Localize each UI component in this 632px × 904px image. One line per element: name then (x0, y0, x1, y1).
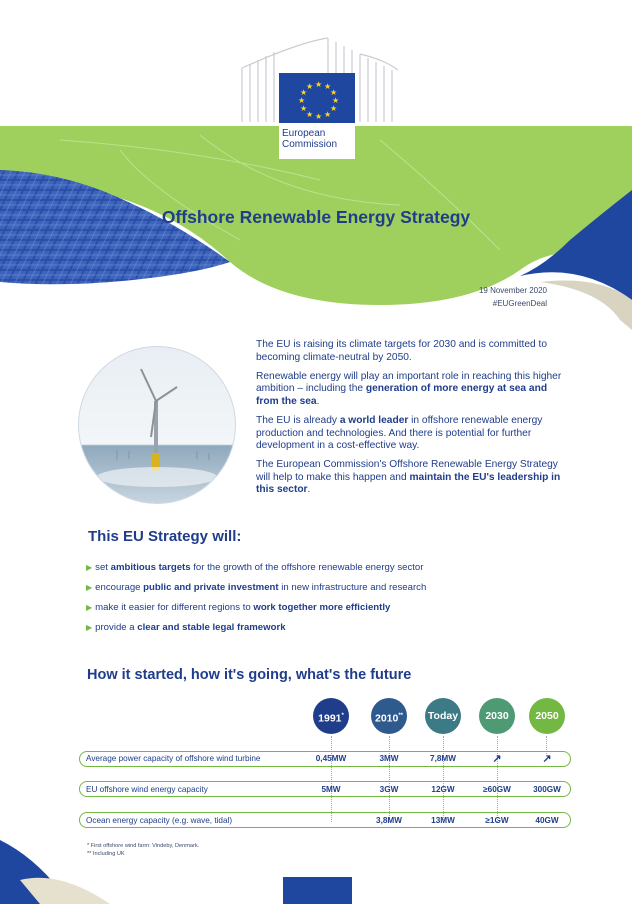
row-value: 40GW (535, 816, 559, 825)
row-label: Ocean energy capacity (e.g. wave, tidal) (86, 816, 233, 825)
year-circle-2010 (371, 698, 407, 734)
row-value: ≥1GW (485, 816, 509, 825)
intro-paragraph-2 (256, 371, 562, 409)
arrow-up-right-icon: ↗ (492, 753, 502, 765)
svg-text:★: ★ (324, 110, 332, 119)
triangle-bullet-icon: ▶ (86, 563, 93, 572)
row-value: ≥60GW (483, 785, 511, 794)
column-guide (331, 736, 332, 822)
year-label: 2030 (485, 710, 509, 722)
svg-text:★: ★ (298, 96, 306, 105)
column-guide (443, 736, 444, 822)
intro-paragraph-3 (256, 415, 562, 453)
svg-text:★: ★ (306, 82, 314, 91)
row-value: 7,8MW (430, 754, 456, 763)
svg-text:★: ★ (332, 96, 340, 105)
text-run: set (95, 562, 111, 573)
text-run: provide a (95, 622, 138, 633)
european-commission-logo (279, 73, 355, 159)
publication-date: 19 November 2020 (478, 286, 547, 295)
row-label: EU offshore wind energy capacity (86, 785, 208, 794)
highlight-text: work together more efficiently (253, 602, 391, 613)
triangle-bullet-icon: ▶ (86, 603, 93, 612)
intro-paragraph-4 (256, 459, 562, 497)
logo-wordmark (282, 128, 337, 150)
bottom-tab (283, 877, 352, 904)
text-run: for the growth of the offshore renewable energy sector (190, 562, 424, 573)
text-run: . (316, 395, 320, 407)
row-value: 0,45MW (315, 754, 347, 763)
svg-text:★: ★ (306, 110, 314, 119)
triangle-bullet-icon: ▶ (86, 583, 93, 592)
svg-text:★: ★ (330, 88, 338, 97)
svg-text:★: ★ (330, 104, 338, 113)
text-run: encourage (95, 582, 144, 593)
highlight-text: generation of more energy at sea and from the sea (256, 383, 548, 407)
svg-text:★: ★ (324, 82, 332, 91)
logo-line-1: European (282, 128, 326, 139)
svg-text:★: ★ (315, 80, 323, 89)
row-value: 13MW (431, 816, 455, 825)
logo-line-2: Commission (282, 139, 338, 150)
timeline-heading: How it started, how it's going, what's the future (87, 667, 412, 683)
row-label: Average power capacity of offshore wind turbine (86, 754, 261, 763)
intro-text (256, 339, 562, 504)
row-value: 5MW (321, 785, 341, 794)
highlight-text: a world leader (339, 414, 409, 426)
strategy-item (86, 602, 390, 613)
highlight-text: maintain the EU's leadership in this sector (256, 471, 561, 496)
text-run: make it easier for different regions to (95, 602, 254, 613)
arrow-up-right-icon: ↗ (542, 753, 552, 765)
text-run: Renewable energy will play an important role in reaching this higher ambition – including the (256, 370, 562, 395)
column-guide (389, 736, 390, 822)
text-run: . (307, 484, 311, 496)
year-circle-2050 (529, 698, 565, 734)
highlight-text: public and private investment (143, 582, 279, 593)
footnote-mark: * (341, 713, 344, 719)
column-guide (497, 736, 498, 822)
year-circle-2030 (479, 698, 515, 734)
text-run: in offshore renewable energy production and technologies. And there is potential for further development in a cost-effective way. (256, 414, 543, 452)
year-label: 2050 (535, 710, 559, 722)
svg-text:★: ★ (315, 112, 323, 121)
footnote-mark: ** (398, 713, 404, 719)
year-circle-today (425, 698, 461, 734)
text-run: The European Commission's Offshore Renewable Energy Strategy will help to make this happen and (256, 459, 558, 483)
row-value: 300GW (533, 785, 561, 794)
text-run: in new infrastructure and research (278, 582, 427, 593)
date-block (479, 284, 547, 310)
footnote-2: ** Including UK (87, 851, 125, 857)
strategy-heading: This EU Strategy will: (88, 528, 242, 545)
row-value: 3GW (379, 785, 399, 794)
wind-turbine-image (77, 345, 237, 505)
year-label: 1991 (318, 712, 342, 725)
strategy-item (86, 582, 426, 593)
row-value: 12GW (431, 785, 455, 794)
year-label: 2010 (374, 712, 399, 725)
year-circle-1991 (313, 698, 349, 734)
strategy-item (86, 622, 286, 633)
text-run: The EU is already (256, 414, 340, 426)
year-label: Today (427, 710, 459, 722)
footnote-1: * First offshore wind farm: Vindeby, Denmark. (87, 843, 200, 849)
svg-text:★: ★ (300, 104, 308, 113)
highlight-text: ambitious targets (110, 562, 191, 573)
svg-text:★: ★ (300, 88, 308, 97)
strategy-item (86, 562, 423, 573)
hashtag: #EUGreenDeal (492, 299, 547, 308)
page-title: Offshore Renewable Energy Strategy (161, 207, 471, 227)
row-value: 3MW (379, 754, 399, 763)
intro-paragraph-1: The EU is raising its climate targets for 2030 and is committed to becoming climate-neutral by 2050. (256, 339, 548, 363)
row-value: 3,8MW (376, 816, 402, 825)
highlight-text: clear and stable legal framework (137, 622, 286, 633)
triangle-bullet-icon: ▶ (86, 623, 93, 632)
eu-flag-icon (279, 73, 355, 123)
